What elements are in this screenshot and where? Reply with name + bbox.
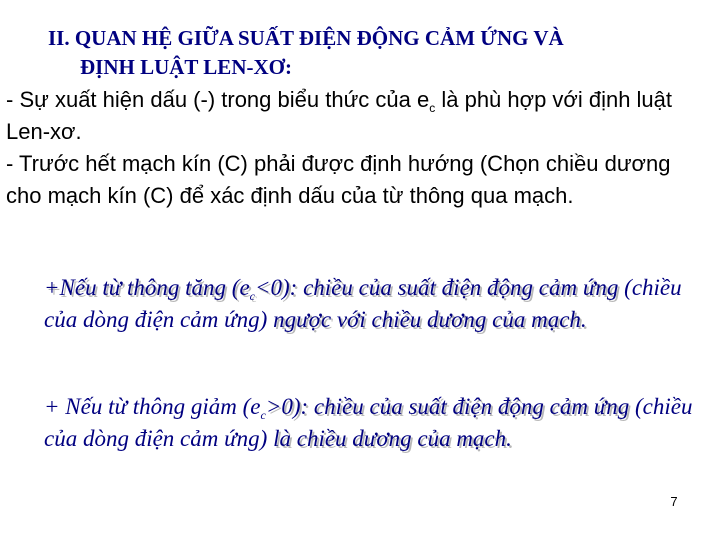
bullet-1-condition: <0): chiều của suất điện động cảm ứng [254,275,619,300]
bullet-2-conclusion: là chiều dương của mạch. [273,426,512,451]
bullet-1-lead: +Nếu từ thông tăng (e [44,275,250,300]
paragraph-orientation: - Trước hết mạch kín (C) phải được định hướng (Chọn chiều dương cho mạch kín (C) để xác định dấu của từ thông qua mạch. [6,151,671,208]
bullet-2-subscript: c [260,408,266,422]
bullet-flux-decrease [44,391,704,455]
paragraph-1-subscript: c [429,101,436,115]
paragraph-sign-explanation [6,84,712,148]
bullet-2-condition: >0): chiều của suất điện động cảm ứng [265,394,630,419]
slide-title [48,24,708,82]
body-text [6,84,712,212]
paragraph-1-text-a: - Sự xuất hiện dấu (-) trong biểu thức của e [6,87,430,112]
bullet-1-parenthetical: (chiều của dòng điện cảm ứng) [44,275,682,332]
paragraph-1-text-b: là phù hợp với định luật Len-xơ. [6,87,673,144]
bullet-1-conclusion: ngược với chiều dương của mạch. [273,307,587,332]
title-line-1: II. QUAN HỆ GIỮA SUẤT ĐIỆN ĐỘNG CẢM ỨNG VÀ [48,26,564,50]
bullet-2-lead: + Nếu từ thông giảm (e [44,394,261,419]
title-line-2: ĐỊNH LUẬT LEN-XƠ: [80,55,292,79]
bullet-1-subscript: c [249,289,255,303]
bullet-flux-increase [44,272,704,336]
bullet-2-parenthetical: (chiều của dòng điện cảm ứng) [44,394,693,451]
page-number: 7 [670,494,678,509]
